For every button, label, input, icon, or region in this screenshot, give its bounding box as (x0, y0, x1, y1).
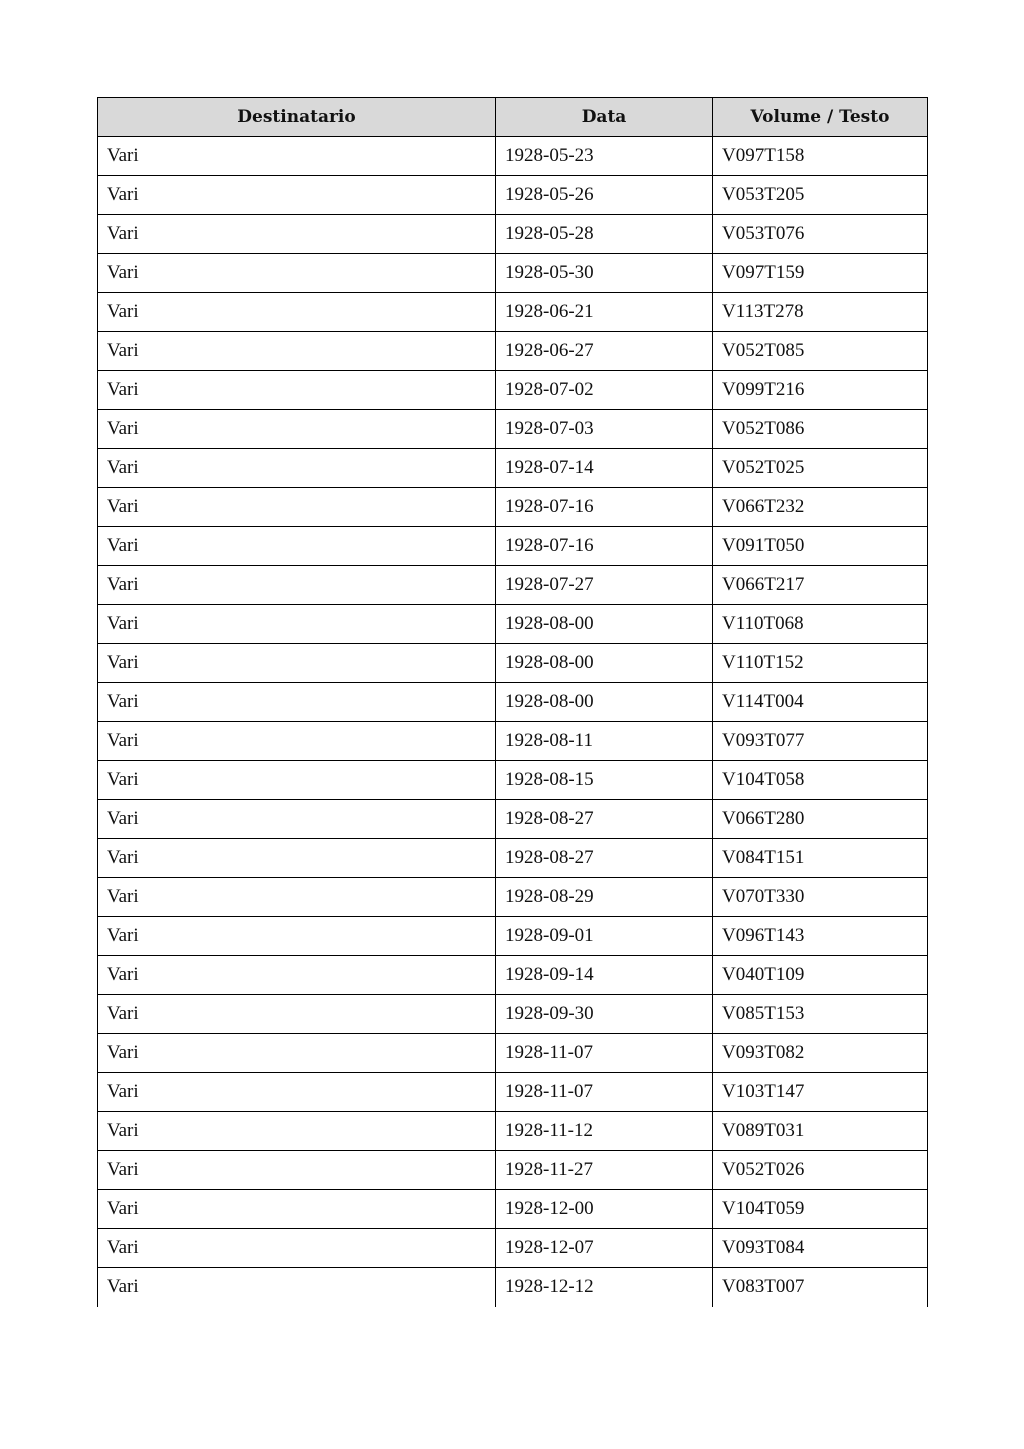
cell-destinatario: Vari (98, 488, 496, 527)
cell-volume-testo: V093T077 (713, 722, 928, 761)
cell-destinatario: Vari (98, 449, 496, 488)
table-row (98, 137, 928, 176)
cell-destinatario: Vari (98, 1229, 496, 1268)
table-row (98, 1034, 928, 1073)
cell-volume-testo: V093T082 (713, 1034, 928, 1073)
cell-volume-testo: V110T152 (713, 644, 928, 683)
table-header-row (98, 98, 928, 137)
cell-data: 1928-11-07 (496, 1034, 713, 1073)
cell-destinatario: Vari (98, 371, 496, 410)
cell-data: 1928-08-29 (496, 878, 713, 917)
cell-destinatario: Vari (98, 1190, 496, 1229)
table-row (98, 293, 928, 332)
cell-destinatario: Vari (98, 995, 496, 1034)
table-row (98, 1073, 928, 1112)
cell-data: 1928-11-12 (496, 1112, 713, 1151)
header-destinatario: Destinatario (98, 98, 496, 137)
table-row (98, 878, 928, 917)
cell-destinatario: Vari (98, 215, 496, 254)
cell-destinatario: Vari (98, 410, 496, 449)
cell-volume-testo: V091T050 (713, 527, 928, 566)
table-row (98, 488, 928, 527)
cell-data: 1928-07-16 (496, 527, 713, 566)
cell-volume-testo: V114T004 (713, 683, 928, 722)
header-volume-testo: Volume / Testo (713, 98, 928, 137)
cell-volume-testo: V096T143 (713, 917, 928, 956)
cell-data: 1928-12-07 (496, 1229, 713, 1268)
table-row (98, 332, 928, 371)
cell-data: 1928-06-21 (496, 293, 713, 332)
cell-data: 1928-07-27 (496, 566, 713, 605)
table-row (98, 761, 928, 800)
cell-volume-testo: V113T278 (713, 293, 928, 332)
cell-destinatario: Vari (98, 176, 496, 215)
cell-volume-testo: V089T031 (713, 1112, 928, 1151)
cell-destinatario: Vari (98, 605, 496, 644)
cell-volume-testo: V085T153 (713, 995, 928, 1034)
table-row (98, 917, 928, 956)
cell-volume-testo: V052T086 (713, 410, 928, 449)
table-row (98, 1190, 928, 1229)
cell-data: 1928-11-07 (496, 1073, 713, 1112)
table-row (98, 722, 928, 761)
cell-data: 1928-08-00 (496, 605, 713, 644)
cell-data: 1928-09-01 (496, 917, 713, 956)
cell-volume-testo: V093T084 (713, 1229, 928, 1268)
cell-data: 1928-05-28 (496, 215, 713, 254)
cell-volume-testo: V110T068 (713, 605, 928, 644)
cell-destinatario: Vari (98, 917, 496, 956)
cell-destinatario: Vari (98, 527, 496, 566)
cell-volume-testo: V070T330 (713, 878, 928, 917)
cell-data: 1928-08-11 (496, 722, 713, 761)
table-row (98, 371, 928, 410)
cell-data: 1928-07-16 (496, 488, 713, 527)
cell-destinatario: Vari (98, 956, 496, 995)
cell-volume-testo: V097T159 (713, 254, 928, 293)
cell-volume-testo: V103T147 (713, 1073, 928, 1112)
cell-destinatario: Vari (98, 293, 496, 332)
cell-data: 1928-07-03 (496, 410, 713, 449)
cell-destinatario: Vari (98, 878, 496, 917)
cell-destinatario: Vari (98, 1268, 496, 1307)
cell-destinatario: Vari (98, 332, 496, 371)
table-row (98, 254, 928, 293)
cell-volume-testo: V066T232 (713, 488, 928, 527)
table-row (98, 644, 928, 683)
cell-data: 1928-05-30 (496, 254, 713, 293)
cell-volume-testo: V104T058 (713, 761, 928, 800)
cell-data: 1928-08-27 (496, 839, 713, 878)
table-row (98, 800, 928, 839)
table-row (98, 1112, 928, 1151)
cell-destinatario: Vari (98, 254, 496, 293)
cell-destinatario: Vari (98, 1151, 496, 1190)
cell-destinatario: Vari (98, 683, 496, 722)
cell-data: 1928-06-27 (496, 332, 713, 371)
cell-volume-testo: V099T216 (713, 371, 928, 410)
cell-volume-testo: V053T205 (713, 176, 928, 215)
cell-data: 1928-11-27 (496, 1151, 713, 1190)
cell-destinatario: Vari (98, 1034, 496, 1073)
cell-volume-testo: V097T158 (713, 137, 928, 176)
cell-destinatario: Vari (98, 1073, 496, 1112)
cell-data: 1928-05-26 (496, 176, 713, 215)
cell-data: 1928-08-27 (496, 800, 713, 839)
cell-volume-testo: V104T059 (713, 1190, 928, 1229)
table-body (98, 137, 928, 1307)
header-data: Data (496, 98, 713, 137)
cell-data: 1928-08-00 (496, 683, 713, 722)
cell-destinatario: Vari (98, 644, 496, 683)
table-row (98, 956, 928, 995)
cell-volume-testo: V053T076 (713, 215, 928, 254)
cell-volume-testo: V084T151 (713, 839, 928, 878)
cell-data: 1928-08-15 (496, 761, 713, 800)
cell-destinatario: Vari (98, 800, 496, 839)
table-row (98, 449, 928, 488)
table-row (98, 839, 928, 878)
cell-destinatario: Vari (98, 566, 496, 605)
cell-volume-testo: V083T007 (713, 1268, 928, 1307)
table-row (98, 215, 928, 254)
cell-destinatario: Vari (98, 1112, 496, 1151)
cell-data: 1928-09-30 (496, 995, 713, 1034)
cell-data: 1928-07-14 (496, 449, 713, 488)
table-row (98, 410, 928, 449)
cell-destinatario: Vari (98, 761, 496, 800)
cell-data: 1928-05-23 (496, 137, 713, 176)
cell-data: 1928-07-02 (496, 371, 713, 410)
table-row (98, 527, 928, 566)
cell-volume-testo: V040T109 (713, 956, 928, 995)
cell-volume-testo: V052T025 (713, 449, 928, 488)
table-row (98, 566, 928, 605)
table-row (98, 1268, 928, 1307)
cell-volume-testo: V052T026 (713, 1151, 928, 1190)
table-row (98, 605, 928, 644)
table-row (98, 995, 928, 1034)
table-row (98, 176, 928, 215)
cell-data: 1928-08-00 (496, 644, 713, 683)
cell-destinatario: Vari (98, 137, 496, 176)
cell-volume-testo: V066T217 (713, 566, 928, 605)
cell-volume-testo: V066T280 (713, 800, 928, 839)
cell-data: 1928-09-14 (496, 956, 713, 995)
cell-volume-testo: V052T085 (713, 332, 928, 371)
table-row (98, 1151, 928, 1190)
cell-destinatario: Vari (98, 722, 496, 761)
cell-data: 1928-12-00 (496, 1190, 713, 1229)
table-row (98, 1229, 928, 1268)
cell-data: 1928-12-12 (496, 1268, 713, 1307)
table-row (98, 683, 928, 722)
records-table (97, 97, 928, 1307)
cell-destinatario: Vari (98, 839, 496, 878)
